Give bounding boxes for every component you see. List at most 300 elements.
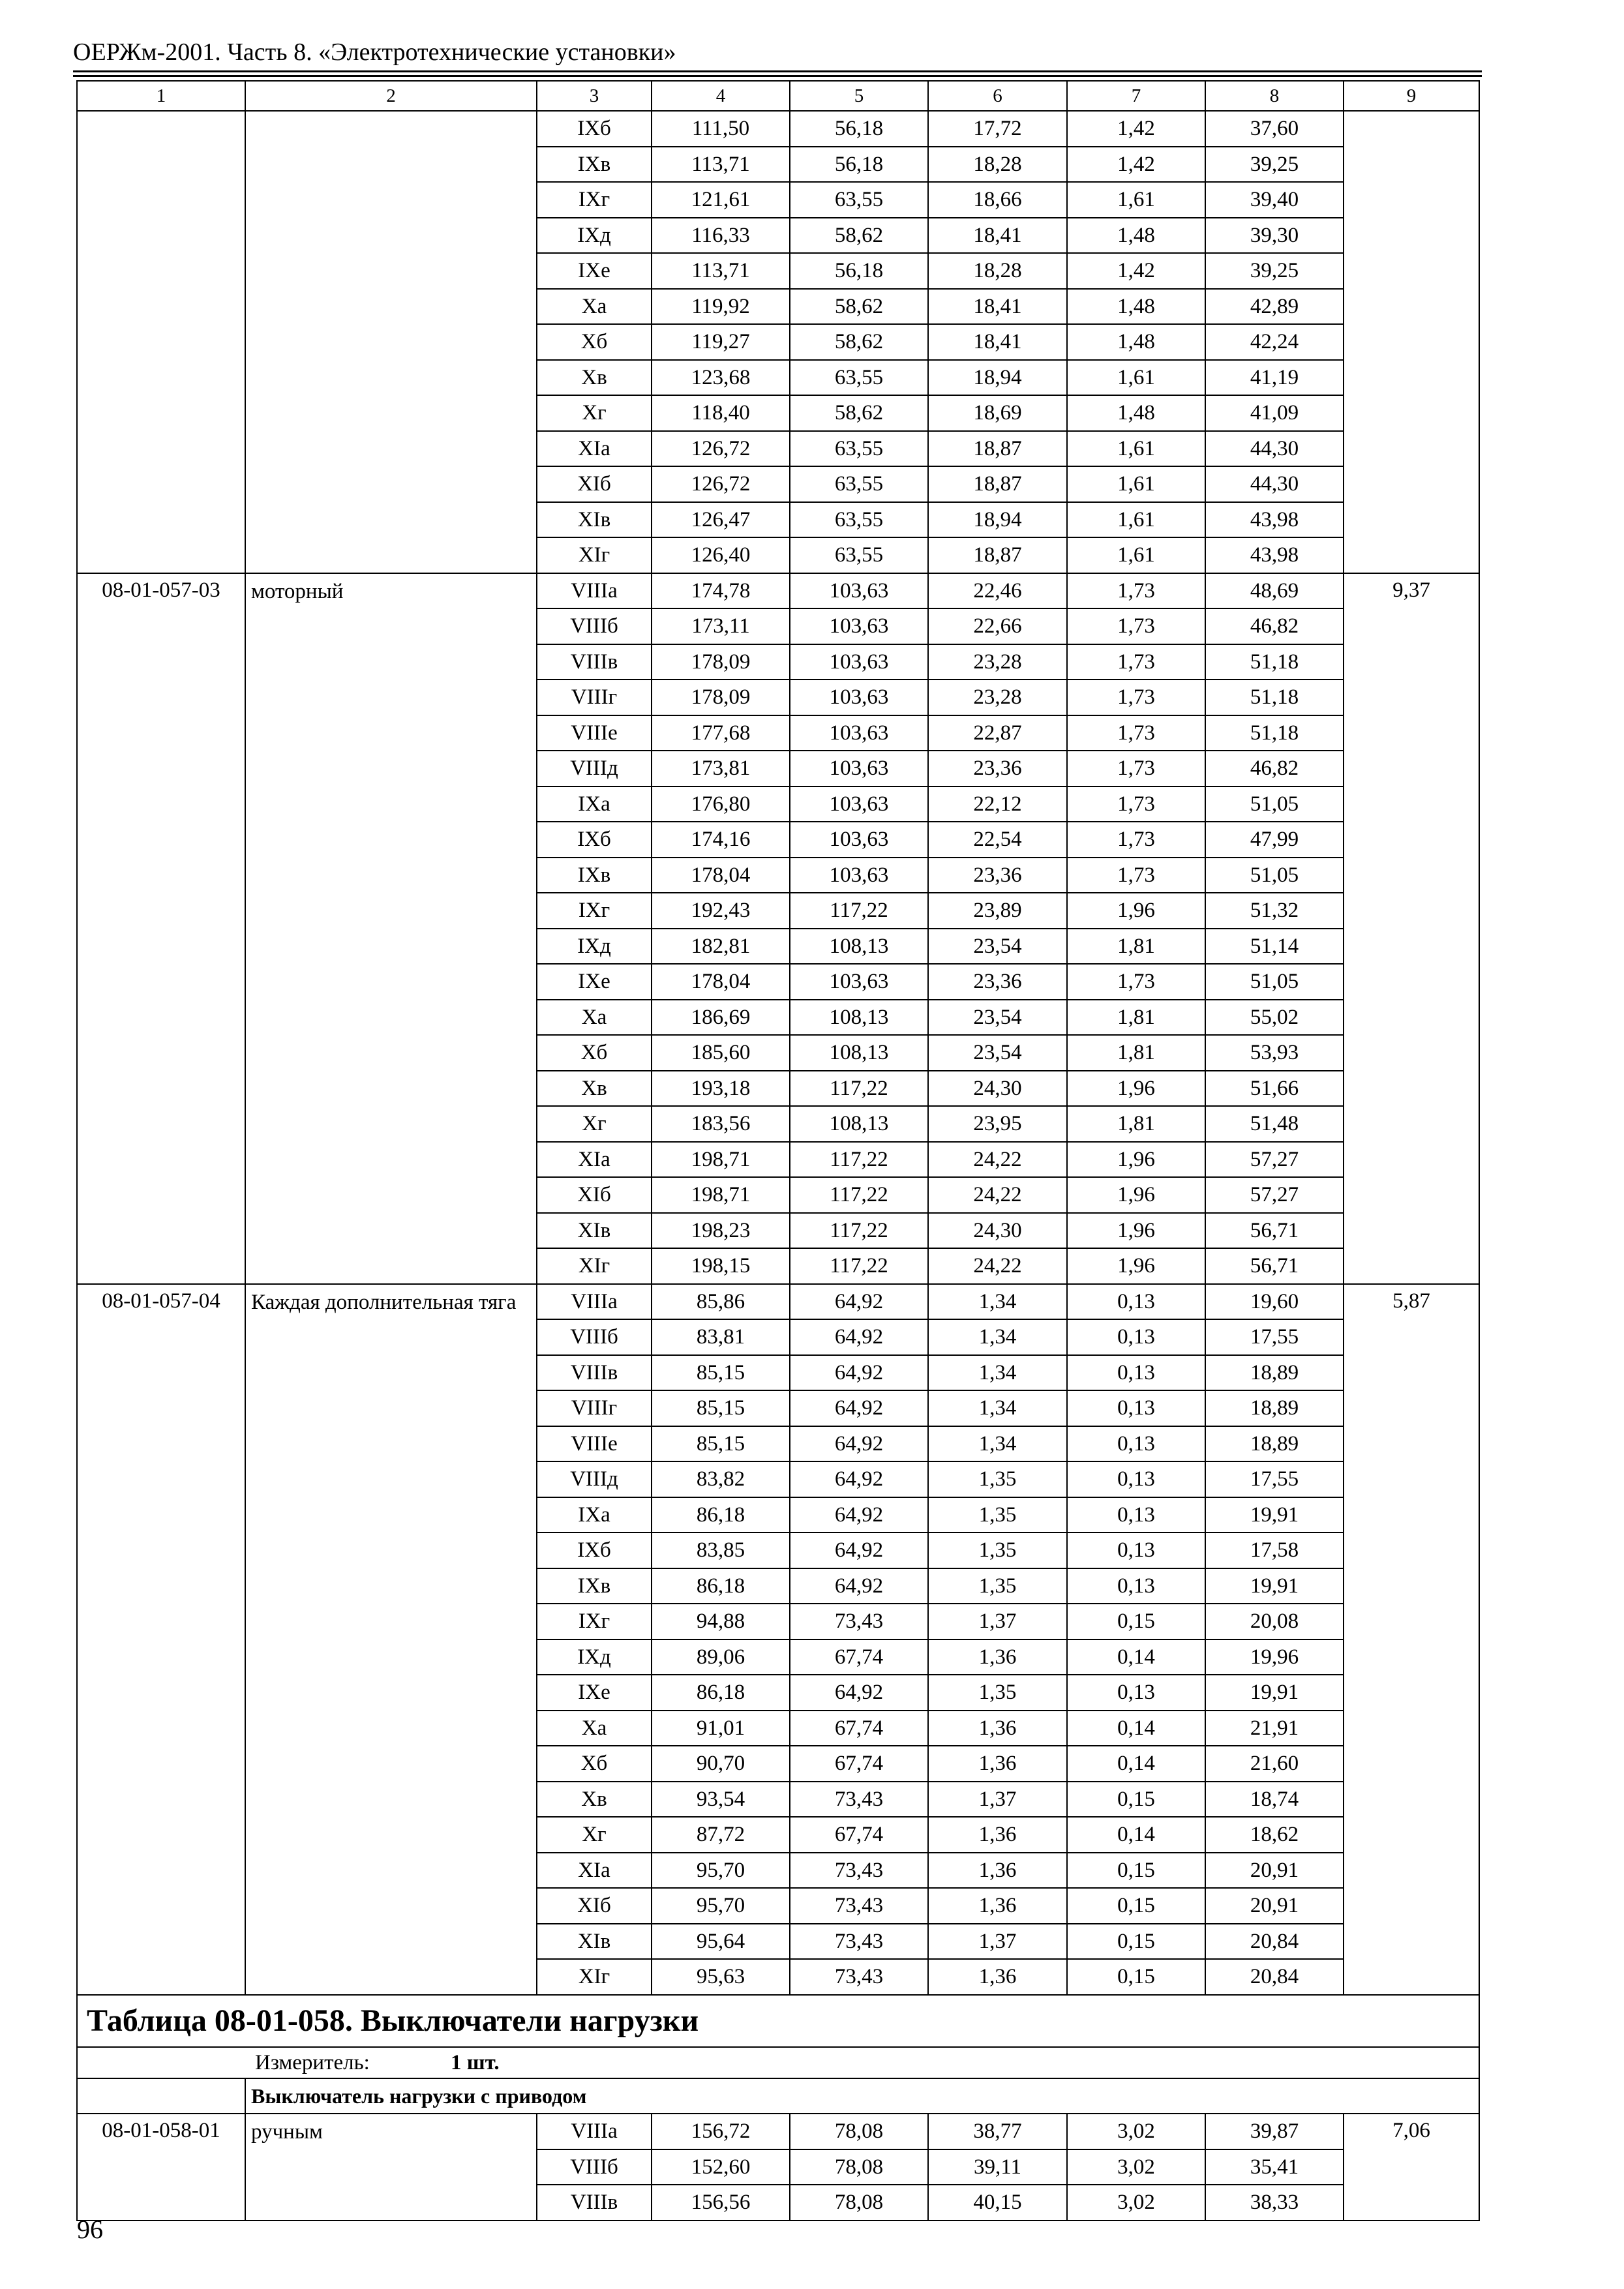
table-cell: 51,18 <box>1205 715 1344 751</box>
table-cell: 103,63 <box>790 680 928 715</box>
table-cell: 41,09 <box>1205 395 1344 431</box>
table-cell: XIв <box>537 1213 652 1249</box>
table-cell: 85,15 <box>652 1426 790 1462</box>
table-cell: 119,92 <box>652 289 790 325</box>
table-row <box>77 2114 1479 2149</box>
table-cell: XIа <box>537 1142 652 1178</box>
table-title-row <box>77 1995 1479 2047</box>
table-cell: 23,36 <box>928 751 1067 786</box>
table-cell: 1,96 <box>1067 893 1205 929</box>
table-cell: 0,13 <box>1067 1568 1205 1604</box>
table-cell: 46,82 <box>1205 608 1344 644</box>
table-cell: VIIIв <box>537 2185 652 2221</box>
table-cell: 57,27 <box>1205 1142 1344 1178</box>
rate-extra: 5,87 <box>1344 1284 1479 1995</box>
table-cell: IXа <box>537 1497 652 1533</box>
table-cell: 113,71 <box>652 147 790 183</box>
table-cell: 39,25 <box>1205 253 1344 289</box>
table-cell: IXг <box>537 182 652 218</box>
table-cell: 20,91 <box>1205 1888 1344 1924</box>
header-rule-bottom <box>73 75 1482 77</box>
table-cell: 123,68 <box>652 360 790 396</box>
table-cell: 1,35 <box>928 1533 1067 1568</box>
table-cell: IXб <box>537 822 652 858</box>
column-number: 9 <box>1344 81 1479 111</box>
table-cell: XIг <box>537 537 652 573</box>
table-cell: 18,87 <box>928 537 1067 573</box>
table-cell: 18,87 <box>928 466 1067 502</box>
table-cell: 86,18 <box>652 1568 790 1604</box>
table-cell: 83,85 <box>652 1533 790 1568</box>
table-cell: VIIIд <box>537 751 652 786</box>
table-cell: 18,94 <box>928 360 1067 396</box>
rates-table <box>76 80 1480 2221</box>
rate-extra: 7,06 <box>1344 2114 1479 2221</box>
table-cell: 103,63 <box>790 964 928 1000</box>
table-cell: 1,34 <box>928 1390 1067 1426</box>
table-cell: 22,46 <box>928 573 1067 609</box>
table-cell: 23,36 <box>928 964 1067 1000</box>
table-cell: 78,08 <box>790 2114 928 2149</box>
rate-name: ручным <box>245 2114 537 2221</box>
table-cell: 23,28 <box>928 644 1067 680</box>
table-cell: 185,60 <box>652 1035 790 1071</box>
meter-label: Измеритель: <box>255 2050 370 2074</box>
table-cell: 22,87 <box>928 715 1067 751</box>
table-cell: 103,63 <box>790 573 928 609</box>
table-cell: 0,13 <box>1067 1355 1205 1391</box>
column-number-row <box>77 81 1479 111</box>
table-cell: 17,55 <box>1205 1319 1344 1355</box>
table-cell: 1,61 <box>1067 537 1205 573</box>
table-cell: 0,13 <box>1067 1497 1205 1533</box>
table-cell: 42,89 <box>1205 289 1344 325</box>
table-cell: 1,36 <box>928 1853 1067 1889</box>
table-cell: 95,70 <box>652 1888 790 1924</box>
table-cell: 111,50 <box>652 111 790 147</box>
table-cell: 39,40 <box>1205 182 1344 218</box>
table-cell: 24,22 <box>928 1177 1067 1213</box>
table-cell: 56,18 <box>790 253 928 289</box>
rate-extra: 9,37 <box>1344 573 1479 1284</box>
table-cell: 1,36 <box>928 1888 1067 1924</box>
table-cell: 0,15 <box>1067 1924 1205 1960</box>
table-cell: 63,55 <box>790 502 928 538</box>
rates-table-body <box>77 81 1479 2221</box>
table-cell: 95,63 <box>652 1959 790 1995</box>
table-cell: 58,62 <box>790 324 928 360</box>
table-cell: 0,13 <box>1067 1284 1205 1320</box>
table-cell: 119,27 <box>652 324 790 360</box>
table-cell: 23,36 <box>928 858 1067 893</box>
table-cell: VIIIе <box>537 1426 652 1462</box>
table-cell: 1,34 <box>928 1426 1067 1462</box>
table-cell: IXе <box>537 1675 652 1711</box>
table-cell: 51,48 <box>1205 1106 1344 1142</box>
table-cell: IXб <box>537 111 652 147</box>
table-cell: 17,72 <box>928 111 1067 147</box>
table-cell: 18,62 <box>1205 1817 1344 1853</box>
table-cell: 198,15 <box>652 1248 790 1284</box>
table-cell: 117,22 <box>790 893 928 929</box>
table-cell: VIIIб <box>537 2149 652 2185</box>
table-cell: 1,73 <box>1067 573 1205 609</box>
rate-name: Каждая дополнительная тяга <box>245 1284 537 1995</box>
table-cell: 1,42 <box>1067 147 1205 183</box>
table-cell: 1,73 <box>1067 644 1205 680</box>
table-cell: 1,73 <box>1067 786 1205 822</box>
table-cell: 39,87 <box>1205 2114 1344 2149</box>
rate-code: 08-01-057-04 <box>77 1284 245 1995</box>
table-cell: 1,36 <box>928 1817 1067 1853</box>
table-cell: 103,63 <box>790 644 928 680</box>
table-cell: 47,99 <box>1205 822 1344 858</box>
table-cell: 0,15 <box>1067 1888 1205 1924</box>
table-cell: 44,30 <box>1205 431 1344 467</box>
table-cell: 117,22 <box>790 1248 928 1284</box>
table-cell: 22,66 <box>928 608 1067 644</box>
table-cell: 1,81 <box>1067 1106 1205 1142</box>
table-cell: 1,48 <box>1067 289 1205 325</box>
table-title: Таблица 08-01-058. Выключатели нагрузки <box>77 1995 1479 2047</box>
table-cell: VIIIв <box>537 1355 652 1391</box>
table-cell: 58,62 <box>790 289 928 325</box>
table-cell: 23,54 <box>928 1035 1067 1071</box>
table-cell: 1,48 <box>1067 218 1205 254</box>
table-cell: 64,92 <box>790 1319 928 1355</box>
table-cell: 85,86 <box>652 1284 790 1320</box>
table-cell: 156,72 <box>652 2114 790 2149</box>
table-cell: 58,62 <box>790 218 928 254</box>
table-cell: 182,81 <box>652 929 790 965</box>
table-cell: 176,80 <box>652 786 790 822</box>
table-cell: 18,89 <box>1205 1390 1344 1426</box>
table-cell: 64,92 <box>790 1355 928 1391</box>
table-cell: 67,74 <box>790 1746 928 1782</box>
table-cell: 108,13 <box>790 1106 928 1142</box>
table-cell: 18,89 <box>1205 1426 1344 1462</box>
table-cell: 0,13 <box>1067 1533 1205 1568</box>
table-cell: 117,22 <box>790 1213 928 1249</box>
table-cell: VIIIе <box>537 715 652 751</box>
table-cell: 58,62 <box>790 395 928 431</box>
table-cell: 103,63 <box>790 715 928 751</box>
table-cell: Xб <box>537 1035 652 1071</box>
table-cell: 1,61 <box>1067 182 1205 218</box>
table-cell: 18,28 <box>928 253 1067 289</box>
table-cell: 18,89 <box>1205 1355 1344 1391</box>
table-cell: 1,34 <box>928 1355 1067 1391</box>
table-cell: 23,28 <box>928 680 1067 715</box>
table-cell: 63,55 <box>790 182 928 218</box>
rate-name <box>245 111 537 573</box>
table-cell: 38,33 <box>1205 2185 1344 2221</box>
table-cell: 1,34 <box>928 1319 1067 1355</box>
table-cell: IXд <box>537 1639 652 1675</box>
table-cell: 1,42 <box>1067 111 1205 147</box>
table-cell: Xв <box>537 1071 652 1107</box>
table-cell: 1,35 <box>928 1461 1067 1497</box>
table-cell: 121,61 <box>652 182 790 218</box>
table-cell: 193,18 <box>652 1071 790 1107</box>
table-cell: 53,93 <box>1205 1035 1344 1071</box>
table-cell: 18,28 <box>928 147 1067 183</box>
column-number: 5 <box>790 81 928 111</box>
table-cell: 23,89 <box>928 893 1067 929</box>
table-cell: 93,54 <box>652 1782 790 1818</box>
table-cell: 87,72 <box>652 1817 790 1853</box>
table-cell: Xб <box>537 1746 652 1782</box>
table-cell: 18,74 <box>1205 1782 1344 1818</box>
table-cell: 178,09 <box>652 680 790 715</box>
table-cell: 42,24 <box>1205 324 1344 360</box>
table-cell: XIб <box>537 1177 652 1213</box>
table-cell: 51,32 <box>1205 893 1344 929</box>
table-cell: 1,96 <box>1067 1248 1205 1284</box>
table-cell: 0,13 <box>1067 1675 1205 1711</box>
table-cell: 0,13 <box>1067 1319 1205 1355</box>
table-cell: 1,73 <box>1067 858 1205 893</box>
rate-code: 08-01-058-01 <box>77 2114 245 2221</box>
table-cell: 24,22 <box>928 1142 1067 1178</box>
table-cell: 20,84 <box>1205 1959 1344 1995</box>
table-cell: 35,41 <box>1205 2149 1344 2185</box>
table-cell: 1,96 <box>1067 1142 1205 1178</box>
table-cell: 73,43 <box>790 1853 928 1889</box>
table-cell: 177,68 <box>652 715 790 751</box>
table-cell: 51,18 <box>1205 680 1344 715</box>
table-cell: 1,81 <box>1067 1000 1205 1036</box>
table-cell: 0,14 <box>1067 1639 1205 1675</box>
table-cell: 1,73 <box>1067 751 1205 786</box>
table-cell: 0,15 <box>1067 1853 1205 1889</box>
table-cell: 0,14 <box>1067 1817 1205 1853</box>
table-cell: 192,43 <box>652 893 790 929</box>
column-number: 6 <box>928 81 1067 111</box>
table-cell: 90,70 <box>652 1746 790 1782</box>
rate-extra <box>1344 111 1479 573</box>
table-cell: 22,12 <box>928 786 1067 822</box>
table-cell: 178,09 <box>652 644 790 680</box>
table-cell: 1,61 <box>1067 466 1205 502</box>
table-cell: 67,74 <box>790 1639 928 1675</box>
table-cell: 1,73 <box>1067 608 1205 644</box>
table-cell: 64,92 <box>790 1426 928 1462</box>
table-cell: 3,02 <box>1067 2185 1205 2221</box>
table-cell: IXг <box>537 1604 652 1639</box>
table-cell: 1,34 <box>928 1284 1067 1320</box>
page-number: 96 <box>77 2215 103 2244</box>
table-cell: 173,11 <box>652 608 790 644</box>
table-cell: 20,91 <box>1205 1853 1344 1889</box>
table-cell: 37,60 <box>1205 111 1344 147</box>
table-cell: 51,18 <box>1205 644 1344 680</box>
table-cell: 19,60 <box>1205 1284 1344 1320</box>
table-cell: 1,42 <box>1067 253 1205 289</box>
table-cell: 1,36 <box>928 1711 1067 1746</box>
table-cell: 1,96 <box>1067 1213 1205 1249</box>
table-cell: 126,47 <box>652 502 790 538</box>
table-cell: 0,14 <box>1067 1746 1205 1782</box>
table-cell: Xб <box>537 324 652 360</box>
table-cell: XIа <box>537 431 652 467</box>
table-cell: 198,71 <box>652 1177 790 1213</box>
rate-code: 08-01-057-03 <box>77 573 245 1284</box>
table-cell: Xа <box>537 1711 652 1746</box>
table-cell: 1,73 <box>1067 964 1205 1000</box>
table-cell: 103,63 <box>790 608 928 644</box>
table-cell: 174,78 <box>652 573 790 609</box>
table-cell: 0,14 <box>1067 1711 1205 1746</box>
table-cell: 48,69 <box>1205 573 1344 609</box>
table-cell: 1,35 <box>928 1675 1067 1711</box>
table-cell: 18,87 <box>928 431 1067 467</box>
table-cell: 95,64 <box>652 1924 790 1960</box>
table-row <box>77 1284 1479 1320</box>
table-cell: 18,94 <box>928 502 1067 538</box>
table-row <box>77 111 1479 147</box>
table-cell: Xг <box>537 1106 652 1142</box>
table-cell: 3,02 <box>1067 2114 1205 2149</box>
table-cell: 64,92 <box>790 1497 928 1533</box>
table-cell: IXг <box>537 893 652 929</box>
table-cell: IXд <box>537 218 652 254</box>
table-cell: 95,70 <box>652 1853 790 1889</box>
page-header: ОЕРЖм-2001. Часть 8. «Электротехнические установки» <box>73 38 676 66</box>
table-cell: 89,06 <box>652 1639 790 1675</box>
table-cell: 39,11 <box>928 2149 1067 2185</box>
table-cell: XIв <box>537 502 652 538</box>
table-cell: 18,66 <box>928 182 1067 218</box>
table-cell: 18,41 <box>928 218 1067 254</box>
table-cell: XIв <box>537 1924 652 1960</box>
table-cell: 108,13 <box>790 1000 928 1036</box>
table-cell: 126,72 <box>652 466 790 502</box>
table-cell: 0,13 <box>1067 1426 1205 1462</box>
table-cell: 1,48 <box>1067 395 1205 431</box>
table-cell: 43,98 <box>1205 502 1344 538</box>
table-cell: 85,15 <box>652 1355 790 1391</box>
table-cell: 64,92 <box>790 1568 928 1604</box>
table-cell: 178,04 <box>652 858 790 893</box>
table-cell: 183,56 <box>652 1106 790 1142</box>
table-cell: 18,41 <box>928 289 1067 325</box>
table-cell: 0,13 <box>1067 1461 1205 1497</box>
table-cell: 83,81 <box>652 1319 790 1355</box>
table-cell: 1,37 <box>928 1924 1067 1960</box>
table-cell: 116,33 <box>652 218 790 254</box>
table-cell: IXв <box>537 1568 652 1604</box>
table-cell: IXв <box>537 858 652 893</box>
table-cell: IXа <box>537 786 652 822</box>
table-cell: VIIIа <box>537 1284 652 1320</box>
table-cell: 73,43 <box>790 1924 928 1960</box>
table-cell: 55,02 <box>1205 1000 1344 1036</box>
table-cell: 19,91 <box>1205 1675 1344 1711</box>
table-cell: VIIIа <box>537 573 652 609</box>
table-cell: 1,81 <box>1067 929 1205 965</box>
table-cell: 126,40 <box>652 537 790 573</box>
table-cell: 1,96 <box>1067 1071 1205 1107</box>
table-cell: 64,92 <box>790 1390 928 1426</box>
table-cell: IXе <box>537 253 652 289</box>
table-cell: 63,55 <box>790 431 928 467</box>
table-cell: 0,15 <box>1067 1604 1205 1639</box>
table-cell: 1,61 <box>1067 360 1205 396</box>
table-cell: VIIIв <box>537 644 652 680</box>
table-cell: 64,92 <box>790 1461 928 1497</box>
table-cell: 67,74 <box>790 1711 928 1746</box>
table-cell: 1,36 <box>928 1746 1067 1782</box>
table-cell: 186,69 <box>652 1000 790 1036</box>
table-cell: 24,30 <box>928 1213 1067 1249</box>
column-number: 7 <box>1067 81 1205 111</box>
table-cell: XIг <box>537 1959 652 1995</box>
table-cell: 1,61 <box>1067 502 1205 538</box>
table-cell: 103,63 <box>790 822 928 858</box>
table-cell: 91,01 <box>652 1711 790 1746</box>
table-cell: 57,27 <box>1205 1177 1344 1213</box>
table-cell: 86,18 <box>652 1675 790 1711</box>
table-cell: 63,55 <box>790 360 928 396</box>
table-cell: XIб <box>537 466 652 502</box>
table-cell: 39,30 <box>1205 218 1344 254</box>
table-cell: Xв <box>537 360 652 396</box>
table-cell: 78,08 <box>790 2185 928 2221</box>
table-cell: 19,91 <box>1205 1568 1344 1604</box>
table-cell: XIа <box>537 1853 652 1889</box>
table-cell: 41,19 <box>1205 360 1344 396</box>
table-cell: 1,35 <box>928 1568 1067 1604</box>
table-cell: Xг <box>537 395 652 431</box>
table-cell: 20,08 <box>1205 1604 1344 1639</box>
table-cell: 23,54 <box>928 929 1067 965</box>
table-cell: 156,56 <box>652 2185 790 2221</box>
table-cell: 103,63 <box>790 858 928 893</box>
table-cell: 22,54 <box>928 822 1067 858</box>
table-cell: 113,71 <box>652 253 790 289</box>
table-cell: 46,82 <box>1205 751 1344 786</box>
table-cell: 0,15 <box>1067 1782 1205 1818</box>
table-cell: 0,13 <box>1067 1390 1205 1426</box>
table-cell: 51,05 <box>1205 858 1344 893</box>
table-cell: 1,37 <box>928 1604 1067 1639</box>
table-cell: 18,69 <box>928 395 1067 431</box>
table-cell: 117,22 <box>790 1142 928 1178</box>
column-number: 8 <box>1205 81 1344 111</box>
table-cell: 198,23 <box>652 1213 790 1249</box>
table-cell: 1,73 <box>1067 822 1205 858</box>
table-cell: 43,98 <box>1205 537 1344 573</box>
table-cell: Xв <box>537 1782 652 1818</box>
table-cell: 19,91 <box>1205 1497 1344 1533</box>
table-cell: 56,71 <box>1205 1213 1344 1249</box>
column-number: 1 <box>77 81 245 111</box>
table-cell: 173,81 <box>652 751 790 786</box>
table-cell: 64,92 <box>790 1533 928 1568</box>
table-cell: 20,84 <box>1205 1924 1344 1960</box>
table-cell: 73,43 <box>790 1604 928 1639</box>
table-cell: 85,15 <box>652 1390 790 1426</box>
table-cell: Xа <box>537 1000 652 1036</box>
table-cell: 51,05 <box>1205 786 1344 822</box>
table-cell: 152,60 <box>652 2149 790 2185</box>
table-cell: 73,43 <box>790 1782 928 1818</box>
table-cell: 73,43 <box>790 1888 928 1924</box>
column-number: 2 <box>245 81 537 111</box>
table-cell: 73,43 <box>790 1959 928 1995</box>
table-cell: XIг <box>537 1248 652 1284</box>
